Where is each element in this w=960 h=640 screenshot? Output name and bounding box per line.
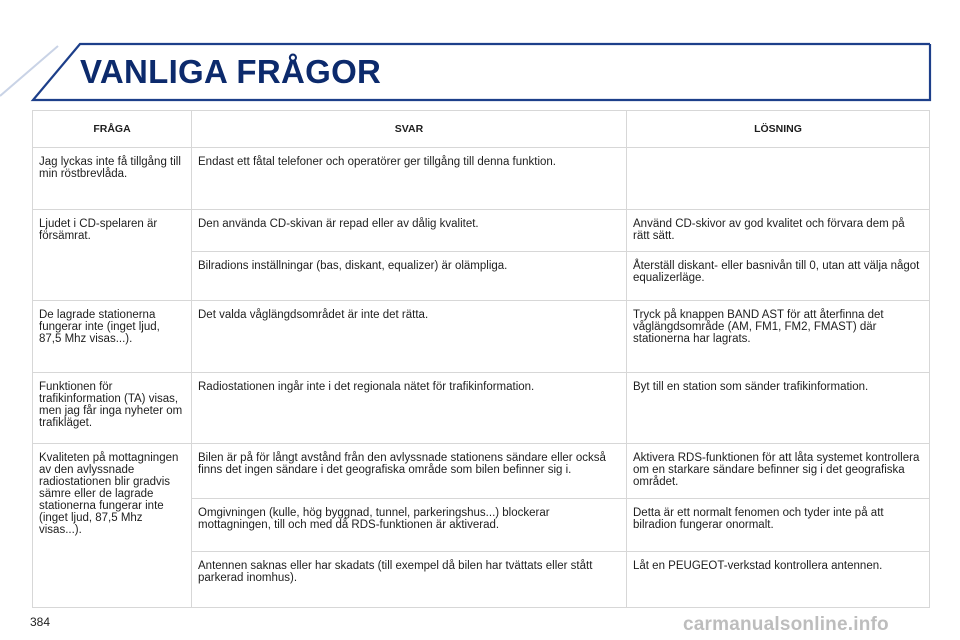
table-row	[33, 373, 930, 444]
table-row	[33, 444, 930, 499]
solution-cell: Låt en PEUGEOT-verkstad kontrollera antennen.	[627, 552, 930, 608]
table-row	[33, 301, 930, 373]
table-header-row	[33, 111, 930, 148]
faq-table	[32, 110, 930, 608]
solution-cell: Återställ diskant- eller basnivån till 0, utan att välja något equalizerläge.	[627, 252, 930, 301]
question-cell: Funktionen för trafikinformation (TA) visas, men jag får inga nyheter om trafikläget.	[33, 373, 192, 444]
answer-cell: Antennen saknas eller har skadats (till exempel då bilen har tvättats eller stått parkerad inomhus).	[192, 552, 627, 608]
answer-cell: Bilradions inställningar (bas, diskant, equalizer) är olämpliga.	[192, 252, 627, 301]
solution-cell: Tryck på knappen BAND AST för att återfinna det våglängdsområde (AM, FM1, FM2, FMAST) där stationerna har lagrats.	[627, 301, 930, 373]
answer-cell: Omgivningen (kulle, hög byggnad, tunnel, parkeringshus...) blockerar mottagningen, till och med då RDS-funktionen är aktiverad.	[192, 499, 627, 552]
column-header-solution: LÖSNING	[627, 111, 930, 148]
solution-cell: Byt till en station som sänder trafikinformation.	[627, 373, 930, 444]
table-row	[33, 210, 930, 252]
solution-cell	[627, 148, 930, 210]
question-cell: De lagrade stationerna fungerar inte (inget ljud, 87,5 Mhz visas...).	[33, 301, 192, 373]
answer-cell: Radiostationen ingår inte i det regionala nätet för trafikinformation.	[192, 373, 627, 444]
answer-cell: Endast ett fåtal telefoner och operatörer ger tillgång till denna funktion.	[192, 148, 627, 210]
column-header-answer: SVAR	[192, 111, 627, 148]
watermark: carmanualsonline.info	[683, 614, 889, 635]
solution-cell: Använd CD-skivor av god kvalitet och förvara dem på rätt sätt.	[627, 210, 930, 252]
solution-cell: Aktivera RDS-funktionen för att låta systemet kontrollera om en starkare sändare befinner sig i det geografiska området.	[627, 444, 930, 499]
page-title: VANLIGA FRÅGOR	[80, 53, 382, 90]
answer-cell: Den använda CD-skivan är repad eller av dålig kvalitet.	[192, 210, 627, 252]
answer-cell: Bilen är på för långt avstånd från den avlyssnade stationens sändare eller också finns det ingen sändare i det geografiska område som bilen befinner sig i.	[192, 444, 627, 499]
question-cell: Kvaliteten på mottagningen av den avlyssnade radiostationen blir gradvis sämre eller de lagrade stationerna fungerar inte (inget ljud, 87,5 Mhz visas...).	[33, 444, 192, 608]
page-number: 384	[30, 615, 51, 629]
question-cell: Jag lyckas inte få tillgång till min röstbrevlåda.	[33, 148, 192, 210]
column-header-question: FRÅGA	[33, 111, 192, 148]
question-cell: Ljudet i CD-spelaren är försämrat.	[33, 210, 192, 301]
solution-cell: Detta är ett normalt fenomen och tyder inte på att bilradion fungerar onormalt.	[627, 499, 930, 552]
answer-cell: Det valda våglängdsområdet är inte det rätta.	[192, 301, 627, 373]
table-row	[33, 148, 930, 210]
